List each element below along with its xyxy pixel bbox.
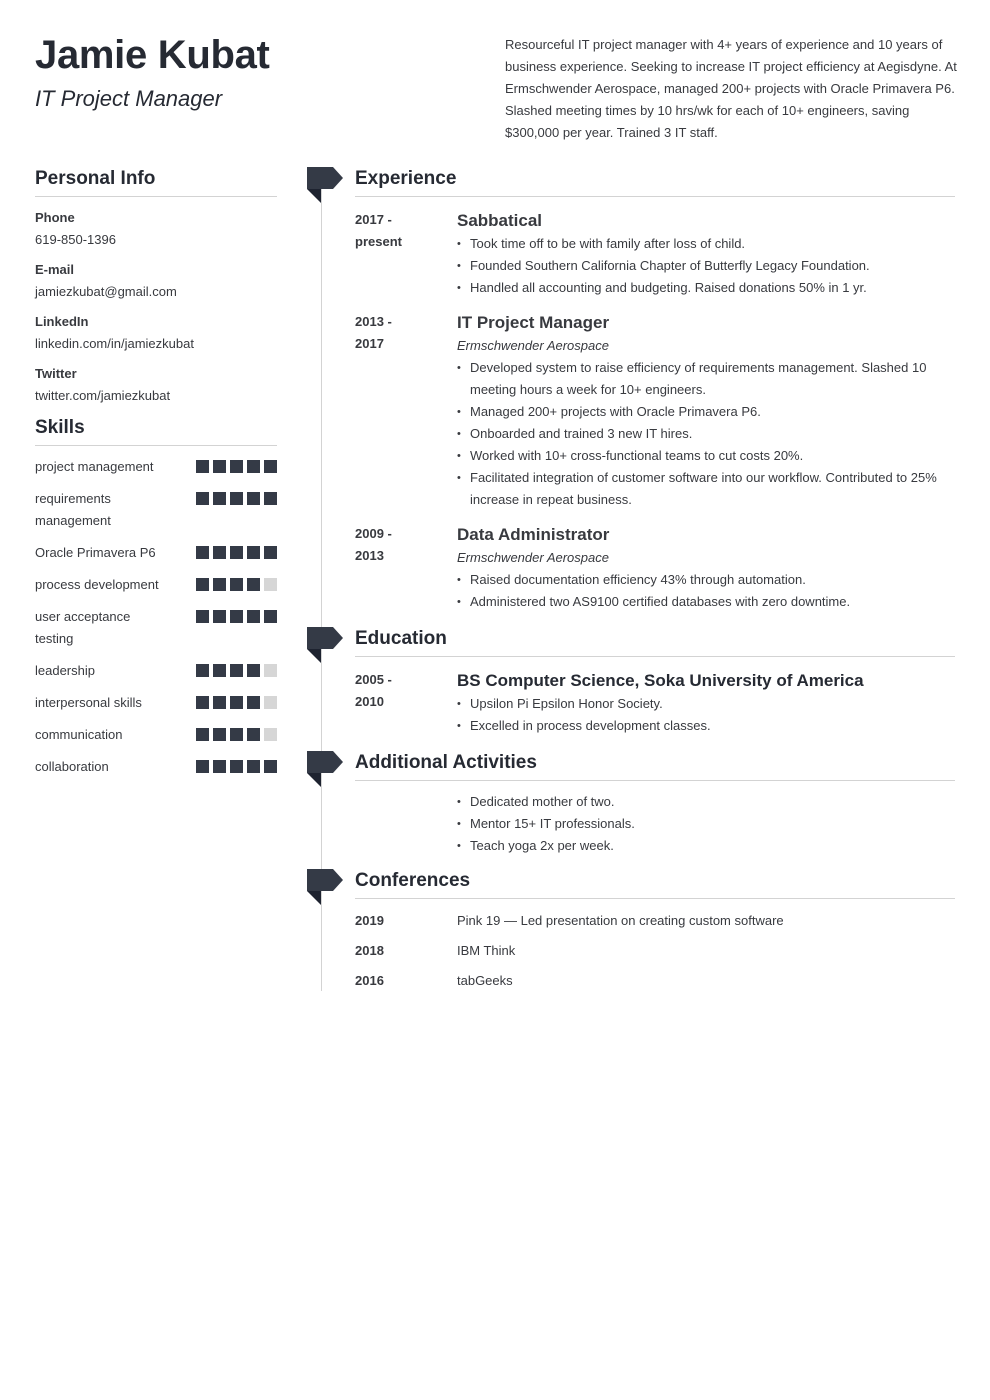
education-entry <box>355 669 955 737</box>
skill-level-meter <box>196 460 277 473</box>
skill-row <box>35 692 277 714</box>
skill-dot-filled-icon <box>264 492 277 505</box>
skill-dot-filled-icon <box>230 610 243 623</box>
entry-date <box>355 209 457 299</box>
candidate-title: IT Project Manager <box>35 86 223 111</box>
skill-dot-filled-icon <box>247 696 260 709</box>
profile-summary: Resourceful IT project manager with 4+ years of experience and 10 years of business experience. Seeking to increase IT project efficiency at Aegisdyne. At Ermschwender Aerospace, managed 200+ projects with Oracle Primavera P6. Slashed meeting times by 10 hrs/wk for each of 10+ engineers, saving $300,000 per year. Trained 3 IT staff. <box>505 37 957 140</box>
bullet-item: • Managed 200+ projects with Oracle Primavera P6. <box>457 401 955 423</box>
skill-dot-filled-icon <box>213 760 226 773</box>
date-end: 2010 <box>355 694 384 709</box>
entry-title: IT Project Manager <box>457 313 610 332</box>
personal-info-heading: Personal Info <box>35 166 277 197</box>
skill-row <box>35 574 277 596</box>
skill-row <box>35 756 277 778</box>
conference-year: 2018 <box>355 942 384 958</box>
skill-dot-filled-icon <box>247 664 260 677</box>
skill-dot-filled-icon <box>196 460 209 473</box>
skill-dot-filled-icon <box>230 664 243 677</box>
date-start: 2009 - <box>355 526 392 541</box>
conference-item <box>355 905 955 935</box>
entry-bullets <box>457 569 955 613</box>
skill-name: user acceptance testing <box>35 609 131 646</box>
entry-date <box>355 311 457 511</box>
bullet-item: • Upsilon Pi Epsilon Honor Society. <box>457 693 955 715</box>
email-value: jamiezkubat@gmail.com <box>35 284 177 299</box>
bullet-item: • Onboarded and trained 3 new IT hires. <box>457 423 955 445</box>
skill-dot-filled-icon <box>213 664 226 677</box>
conference-name: Pink 19 — Led presentation on creating custom software <box>457 912 784 928</box>
skill-dot-filled-icon <box>230 578 243 591</box>
bullet-item: • Raised documentation efficiency 43% through automation. <box>457 569 955 591</box>
skill-dot-empty-icon <box>264 696 277 709</box>
skill-dot-filled-icon <box>264 546 277 559</box>
experience-entry <box>355 311 955 511</box>
activities-heading: Additional Activities <box>355 750 955 781</box>
date-start: 2013 - <box>355 314 392 329</box>
skill-name: collaboration <box>35 759 109 774</box>
skill-row <box>35 724 277 746</box>
bullet-item: • Dedicated mother of two. <box>457 791 955 813</box>
skill-row <box>35 488 277 532</box>
info-label: Twitter <box>35 366 77 381</box>
info-label: E-mail <box>35 262 75 277</box>
skill-name: communication <box>35 727 123 742</box>
info-item-email <box>35 259 277 303</box>
skill-name: leadership <box>35 663 95 678</box>
date-end: 2017 <box>355 336 384 351</box>
skill-dot-filled-icon <box>247 760 260 773</box>
skill-dot-filled-icon <box>247 460 260 473</box>
skill-dot-filled-icon <box>196 492 209 505</box>
skill-dot-filled-icon <box>264 460 277 473</box>
entry-title: Sabbatical <box>457 211 543 230</box>
conference-item <box>355 935 955 965</box>
bullet-item: • Handled all accounting and budgeting. Raised donations 50% in 1 yr. <box>457 277 955 299</box>
skill-dot-filled-icon <box>230 492 243 505</box>
skill-dot-filled-icon <box>264 610 277 623</box>
skill-level-meter <box>196 578 277 591</box>
skill-dot-filled-icon <box>264 760 277 773</box>
skill-level-meter <box>196 760 277 773</box>
ribbon-icon <box>307 627 344 664</box>
entry-body <box>457 669 955 737</box>
skill-dot-filled-icon <box>247 728 260 741</box>
experience-entry <box>355 209 955 299</box>
skill-level-meter <box>196 492 277 505</box>
skill-dot-filled-icon <box>247 610 260 623</box>
skill-name: project management <box>35 459 154 474</box>
skills-heading: Skills <box>35 415 277 446</box>
skill-dot-filled-icon <box>213 610 226 623</box>
skill-dot-filled-icon <box>196 546 209 559</box>
bullet-item: • Facilitated integration of customer software into our workflow. Contributed to 25% increase in repeat business. <box>457 467 955 511</box>
skill-level-meter <box>196 664 277 677</box>
skill-dot-filled-icon <box>213 460 226 473</box>
skill-level-meter <box>196 546 277 559</box>
conferences-heading: Conferences <box>355 868 955 899</box>
conference-name: IBM Think <box>457 942 516 958</box>
experience-entry <box>355 523 955 613</box>
activities-entry <box>355 791 955 857</box>
entry-body <box>457 523 955 613</box>
skill-dot-filled-icon <box>196 610 209 623</box>
skills-list <box>35 456 277 778</box>
skill-name: Oracle Primavera P6 <box>35 545 156 560</box>
skill-dot-filled-icon <box>196 696 209 709</box>
experience-heading: Experience <box>355 166 955 197</box>
bullet-item: • Administered two AS9100 certified databases with zero downtime. <box>457 591 955 613</box>
skill-dot-filled-icon <box>230 696 243 709</box>
skill-dot-filled-icon <box>230 460 243 473</box>
skill-dot-filled-icon <box>213 578 226 591</box>
skill-dot-filled-icon <box>196 728 209 741</box>
conference-year: 2019 <box>355 912 384 928</box>
date-end: 2013 <box>355 548 384 563</box>
experience-section <box>355 166 955 613</box>
entry-title: Data Administrator <box>457 525 610 544</box>
education-heading: Education <box>355 626 955 657</box>
info-item-phone <box>35 207 277 251</box>
skill-dot-filled-icon <box>230 760 243 773</box>
skill-dot-filled-icon <box>247 492 260 505</box>
entry-bullets <box>457 693 955 737</box>
bullet-item: • Mentor 15+ IT professionals. <box>457 813 955 835</box>
ribbon-icon <box>307 869 344 906</box>
entry-bullets <box>457 357 955 511</box>
conference-item <box>355 965 955 995</box>
skill-level-meter <box>196 610 277 623</box>
skill-dot-filled-icon <box>213 728 226 741</box>
bullet-item: • Worked with 10+ cross-functional teams to cut costs 20%. <box>457 445 955 467</box>
education-section <box>355 626 955 737</box>
skill-dot-filled-icon <box>213 696 226 709</box>
conference-name: tabGeeks <box>457 972 513 988</box>
bullet-item: • Founded Southern California Chapter of Butterfly Legacy Foundation. <box>457 255 955 277</box>
entry-bullets <box>457 233 955 299</box>
skill-dot-filled-icon <box>230 728 243 741</box>
skill-dot-filled-icon <box>196 760 209 773</box>
entry-company: Ermschwender Aerospace <box>457 550 609 565</box>
skill-dot-filled-icon <box>230 546 243 559</box>
candidate-name: Jamie Kubat <box>35 33 270 77</box>
date-start: 2017 - <box>355 212 392 227</box>
skill-level-meter <box>196 728 277 741</box>
ribbon-icon <box>307 751 344 788</box>
skill-row <box>35 660 277 682</box>
conferences-list <box>355 905 955 995</box>
degree-title: BS Computer Science, Soka University of America <box>457 671 864 690</box>
date-start: 2005 - <box>355 672 392 687</box>
left-column <box>35 166 277 788</box>
bullet-item: • Teach yoga 2x per week. <box>457 835 955 857</box>
bullet-item: • Took time off to be with family after loss of child. <box>457 233 955 255</box>
activities-bullets <box>457 791 955 857</box>
entry-date <box>355 523 457 613</box>
skill-dot-filled-icon <box>196 578 209 591</box>
phone-value: 619-850-1396 <box>35 232 116 247</box>
entry-date-empty <box>355 791 457 857</box>
skill-dot-empty-icon <box>264 578 277 591</box>
ribbon-icon <box>307 167 344 204</box>
date-end: present <box>355 234 402 249</box>
skill-name: interpersonal skills <box>35 695 142 710</box>
skill-row <box>35 456 277 478</box>
info-label: Phone <box>35 210 75 225</box>
skill-dot-filled-icon <box>213 546 226 559</box>
skill-dot-filled-icon <box>247 578 260 591</box>
entry-date <box>355 669 457 737</box>
skill-dot-empty-icon <box>264 728 277 741</box>
skill-dot-filled-icon <box>247 546 260 559</box>
conferences-section <box>355 868 955 995</box>
bullet-item: • Excelled in process development classes. <box>457 715 955 737</box>
activities-section <box>355 750 955 857</box>
twitter-value: twitter.com/jamiezkubat <box>35 388 171 403</box>
skill-dot-empty-icon <box>264 664 277 677</box>
entry-body <box>457 791 955 857</box>
skill-dot-filled-icon <box>196 664 209 677</box>
info-label: LinkedIn <box>35 314 89 329</box>
skill-level-meter <box>196 696 277 709</box>
entry-body <box>457 311 955 511</box>
skill-dot-filled-icon <box>213 492 226 505</box>
conference-year: 2016 <box>355 972 384 988</box>
skill-row <box>35 542 277 564</box>
skill-name: requirements management <box>35 491 111 528</box>
info-item-linkedin <box>35 311 277 355</box>
linkedin-value: linkedin.com/in/jamiezkubat <box>35 336 194 351</box>
info-item-twitter <box>35 363 277 407</box>
bullet-item: • Developed system to raise efficiency of requirements management. Slashed 10 meeting hours a week for 10+ engineers. <box>457 357 955 401</box>
entry-company: Ermschwender Aerospace <box>457 338 609 353</box>
personal-info-list <box>35 207 277 407</box>
skill-row <box>35 606 277 650</box>
entry-body <box>457 209 955 299</box>
skill-name: process development <box>35 577 159 592</box>
